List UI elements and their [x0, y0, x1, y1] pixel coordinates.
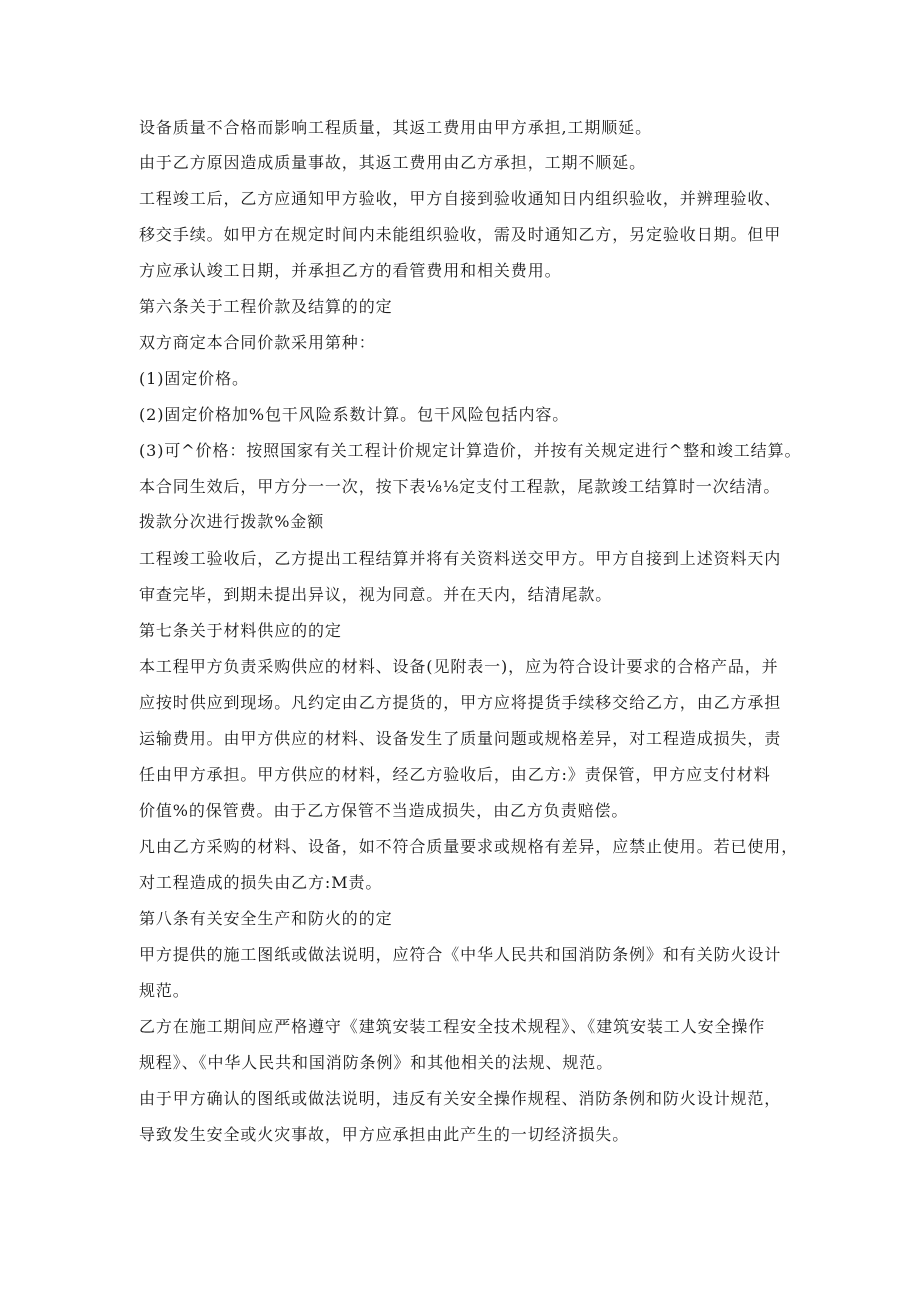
section-heading: 第六条关于工程价款及结算的的定	[139, 297, 393, 316]
text-line: 价值%的保管费。由于乙方保管不当造成损失，由乙方负责赔偿。	[139, 801, 629, 820]
text-line: 应按时供应到现场。凡约定由乙方提货的，甲方应将提货手续移交给乙方，由乙方承担	[139, 693, 782, 712]
text-line: 设备质量不合格而影响工程质量，其返工费用由甲方承担,工期顺延。	[139, 118, 652, 137]
text-line: 导致发生安全或火灾事故，甲方应承担由此产生的一切经济损失。	[139, 1125, 630, 1144]
list-item: (1)固定价格。	[139, 369, 249, 388]
section-heading: 第八条有关安全生产和防火的的定	[139, 909, 393, 928]
list-item: (3)可^价格：按照国家有关工程计价规定计算造价，并按有关规定进行^整和竣工结算。	[139, 441, 802, 460]
text-line: 移交手续。如甲方在规定时间内未能组织验收，需及时通知乙方，另定验收日期。但甲	[139, 225, 782, 244]
text-line: 本合同生效后，甲方分一一次，按下表⅛⅛定支付工程款，尾款竣工结算时一次结清。	[139, 477, 781, 496]
text-line: 方应承认竣工日期，并承担乙方的看管费用和相关费用。	[139, 261, 562, 280]
text-line: 本工程甲方负责采购供应的材料、设备(见附表一)，应为符合设计要求的合格产品，并	[139, 657, 779, 676]
text-line: 双方商定本合同价款采用第种：	[139, 333, 376, 352]
text-line: 对工程造成的损失由乙方:M责。	[139, 873, 383, 892]
text-line: 由于乙方原因造成质量事故，其返工费用由乙方承担，工期不顺延。	[139, 153, 647, 172]
list-item: (2)固定价格加%包干风险系数计算。包干风险包括内容。	[139, 405, 570, 424]
text-line: 工程竣工验收后，乙方提出工程结算并将有关资料送交甲方。甲方自接到上述资料天内	[139, 549, 782, 568]
text-line: 凡由乙方采购的材料、设备，如不符合质量要求或规格有差异，应禁止使用。若已使用，	[139, 837, 799, 856]
text-line: 拨款分次进行拨款%金额	[139, 512, 325, 531]
text-line: 运输费用。由甲方供应的材料、设备发生了质量问题或规格差异，对工程造成损失，责	[139, 729, 782, 748]
text-line: 工程竣工后，乙方应通知甲方验收，甲方自接到验收通知日内组织验收，并辨理验收、	[139, 189, 782, 208]
text-line: 由于甲方确认的图纸或做法说明，违反有关安全操作规程、消防条例和防火设计规范，	[139, 1089, 782, 1108]
text-line: 甲方提供的施工图纸或做法说明，应符合《中华人民共和国消防条例》和有关防火设计	[139, 945, 782, 964]
text-line: 审查完毕，到期未提出异议，视为同意。并在天内，结清尾款。	[139, 585, 613, 604]
section-heading: 第七条关于材料供应的的定	[139, 621, 342, 640]
text-line: 乙方在施工期间应严格遵守《建筑安装工程安全技术规程》、《建筑安装工人安全操作	[139, 1017, 766, 1036]
text-line: 规范。	[139, 981, 190, 1000]
text-line: 规程》、《中华人民共和国消防条例》和其他相关的法规、规范。	[139, 1053, 614, 1072]
text-line: 任由甲方承担。甲方供应的材料，经乙方验收后，由乙方:》责保管，甲方应支付材料	[139, 765, 771, 784]
